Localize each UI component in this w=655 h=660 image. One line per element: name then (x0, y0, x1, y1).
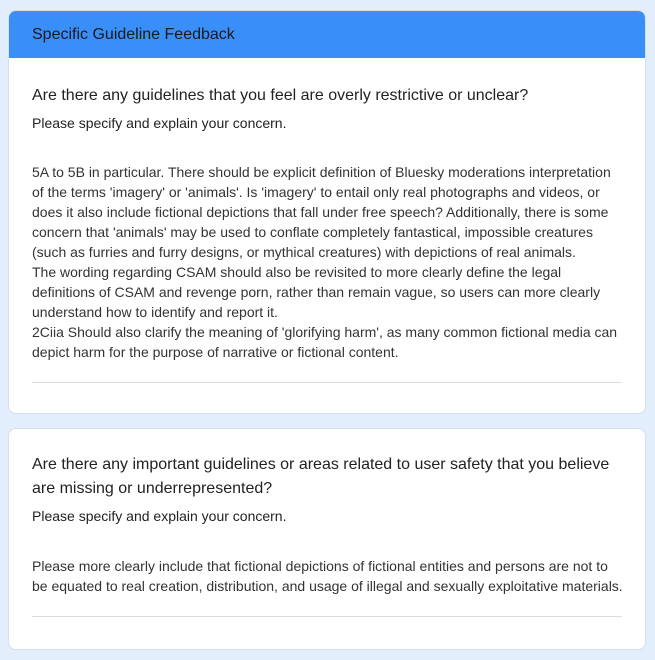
missing-guidelines-card (8, 428, 646, 650)
question-missing-guidelines: Are there any important guidelines or areas related to user safety that you believe are missing or underrepresented? (32, 456, 610, 497)
question-prompt: Please specify and explain your concern. (32, 508, 287, 524)
section-header: Specific Guideline Feedback (9, 11, 645, 58)
answer-underline (32, 382, 622, 383)
answer-restrictive-guidelines[interactable]: 5A to 5B in particular. There should be explicit definition of Bluesky moderations interpretation of the terms 'imagery' or 'animals'. Is 'imagery' to entail only real photographs and videos, or does it also include fictional depictions that fall under free speech? Additionally, there is some concern that 'animals' may be used to conflate completely fantastical, impossible creatures (such as furries and furry designs, or mythical creatures) with depictions of real animals. The wording regarding CSAM should also be revisited to more clearly define the legal definitions of CSAM and revenge porn, rather than remain vague, so users can more clearly understand how to identify and report it. 2Ciia Should also clarify the meaning of 'glorifying harm', as many common fictional media can depict harm for the purpose of narrative or fictional content. (32, 164, 618, 360)
answer-missing-guidelines[interactable]: Please more clearly include that fictional depictions of fictional entities and persons are not to be equated to real creation, distribution, and usage of illegal and sexually exploitative materials. (32, 558, 623, 594)
question-restrictive-guidelines: Are there any guidelines that you feel are overly restrictive or unclear? (32, 87, 529, 104)
guideline-feedback-card (8, 10, 646, 414)
answer-underline (32, 616, 622, 617)
question-prompt: Please specify and explain your concern. (32, 115, 287, 131)
